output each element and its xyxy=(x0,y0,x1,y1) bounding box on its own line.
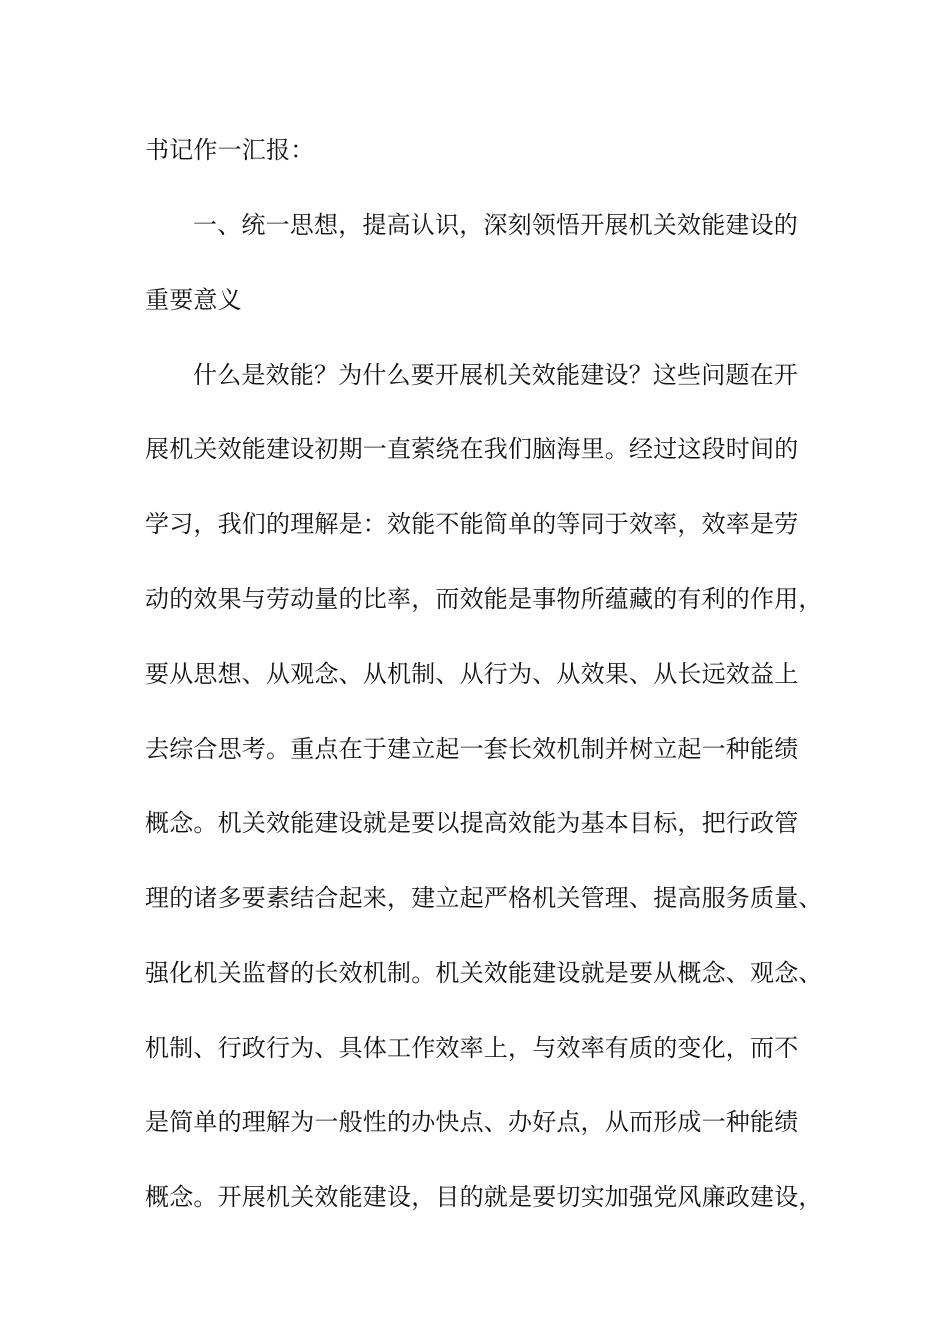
paragraph-line: 是简单的理解为一般性的办快点、办好点，从而形成一种能绩 xyxy=(145,1108,799,1136)
paragraph-line: 机制、行政行为、具体工作效率上，与效率有质的变化，而不 xyxy=(145,1034,799,1062)
paragraph-line: 理的诸多要素结合起来，建立起严格机关管理、提高服务质量、 xyxy=(145,884,823,912)
paragraph-line: 什么是效能？为什么要开展机关效能建设？这些问题在开 xyxy=(193,361,798,389)
paragraph-line: 概念。开展机关效能建设，目的就是要切实加强党风廉政建设， xyxy=(145,1183,823,1211)
paragraph-line: 要从思想、从观念、从机制、从行为、从效果、从长远效益上 xyxy=(145,660,799,688)
text-line: 书记作一汇报： xyxy=(145,136,315,164)
section-heading: 一、统一思想，提高认识，深刻领悟开展机关效能建设的 xyxy=(193,211,798,239)
paragraph-line: 去综合思考。重点在于建立起一套长效机制并树立起一种能绩 xyxy=(145,735,799,763)
paragraph-line: 强化机关监督的长效机制。机关效能建设就是要从概念、观念、 xyxy=(145,959,823,987)
paragraph-line: 动的效果与劳动量的比率，而效能是事物所蕴藏的有利的作用， xyxy=(145,585,823,613)
paragraph-line: 学习，我们的理解是：效能不能简单的等同于效率，效率是劳 xyxy=(145,510,799,538)
paragraph-line: 概念。机关效能建设就是要以提高效能为基本目标，把行政管 xyxy=(145,809,799,837)
section-heading-continued: 重要意义 xyxy=(145,286,242,314)
paragraph-line: 展机关效能建设初期一直萦绕在我们脑海里。经过这段时间的 xyxy=(145,435,799,463)
